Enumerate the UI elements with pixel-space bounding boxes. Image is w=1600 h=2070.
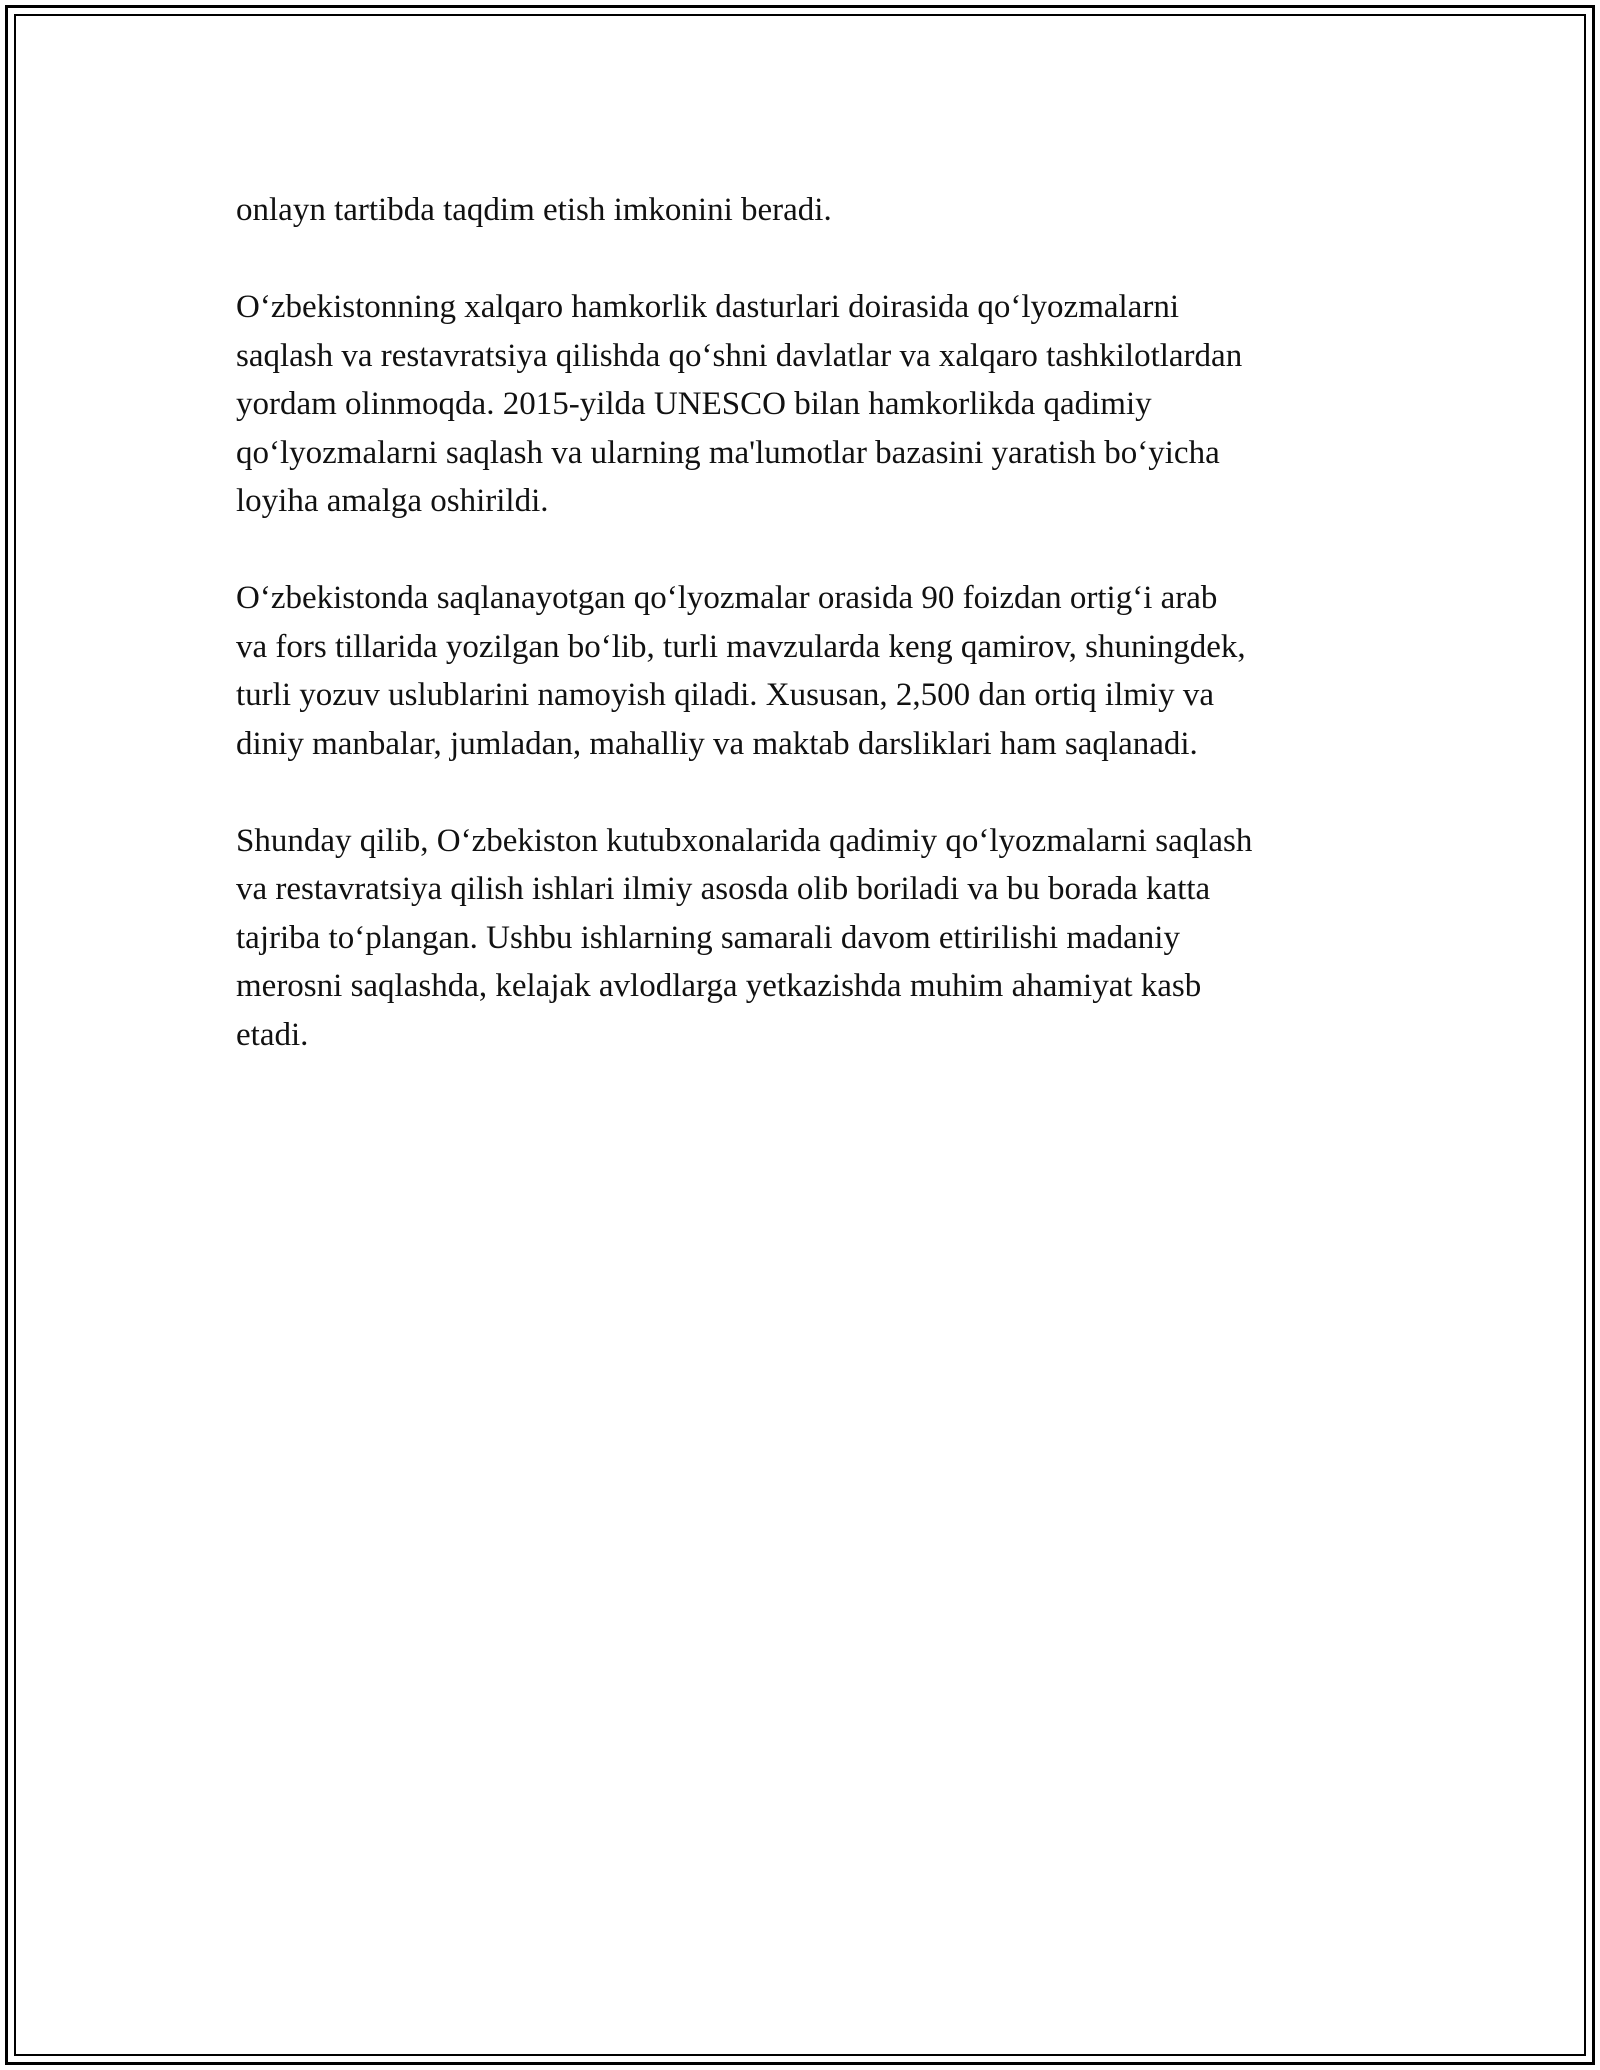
text-line: O‘zbekistonning xalqaro hamkorlik dasturlari doirasida qo‘lyozmalarni (236, 289, 1179, 325)
text-line: va fors tillarida yozilgan bo‘lib, turli mavzularda keng qamirov, shuningdek, (236, 628, 1246, 665)
text-line: loyiha amalga oshirildi. (236, 483, 549, 519)
text-line: va restavratsiya qilish ishlari ilmiy asosda olib boriladi va bu borada katta (236, 871, 1211, 907)
paragraph-2 (236, 283, 1376, 526)
text-line: yordam olinmoqda. 2015-yilda UNESCO bilan hamkorlikda qadimiy (236, 386, 1152, 422)
document-body (236, 186, 1376, 1108)
text-line: diniy manbalar, jumladan, mahalliy va maktab darsliklari ham saqlanadi. (236, 725, 1198, 762)
text-line: qo‘lyozmalarni saqlash va ularning ma'lumotlar bazasini yaratish bo‘yicha (236, 434, 1220, 471)
text-line: etadi. (236, 1016, 309, 1053)
text-line: tajriba to‘plangan. Ushbu ishlarning samarali davom ettirilishi madaniy (236, 919, 1180, 956)
text-line: Shunday qilib, O‘zbekiston kutubxonalarida qadimiy qo‘lyozmalarni saqlash (236, 822, 1253, 859)
paragraph-4 (236, 817, 1376, 1060)
text-line: merosni saqlashda, kelajak avlodlarga yetkazishda muhim ahamiyat kasb (236, 968, 1202, 1004)
text-line: O‘zbekistonda saqlanayotgan qo‘lyozmalar orasida 90 foizdan ortig‘i arab (236, 580, 1218, 616)
paragraph-1 (236, 186, 1376, 235)
paragraph-3 (236, 574, 1376, 768)
text-line: turli yozuv uslublarini namoyish qiladi. Xususan, 2,500 dan ortiq ilmiy va (236, 677, 1214, 713)
text-line: onlayn tartibda taqdim etish imkonini beradi. (236, 192, 832, 228)
text-line: saqlash va restavratsiya qilishda qo‘shni davlatlar va xalqaro tashkilotlardan (236, 337, 1243, 374)
